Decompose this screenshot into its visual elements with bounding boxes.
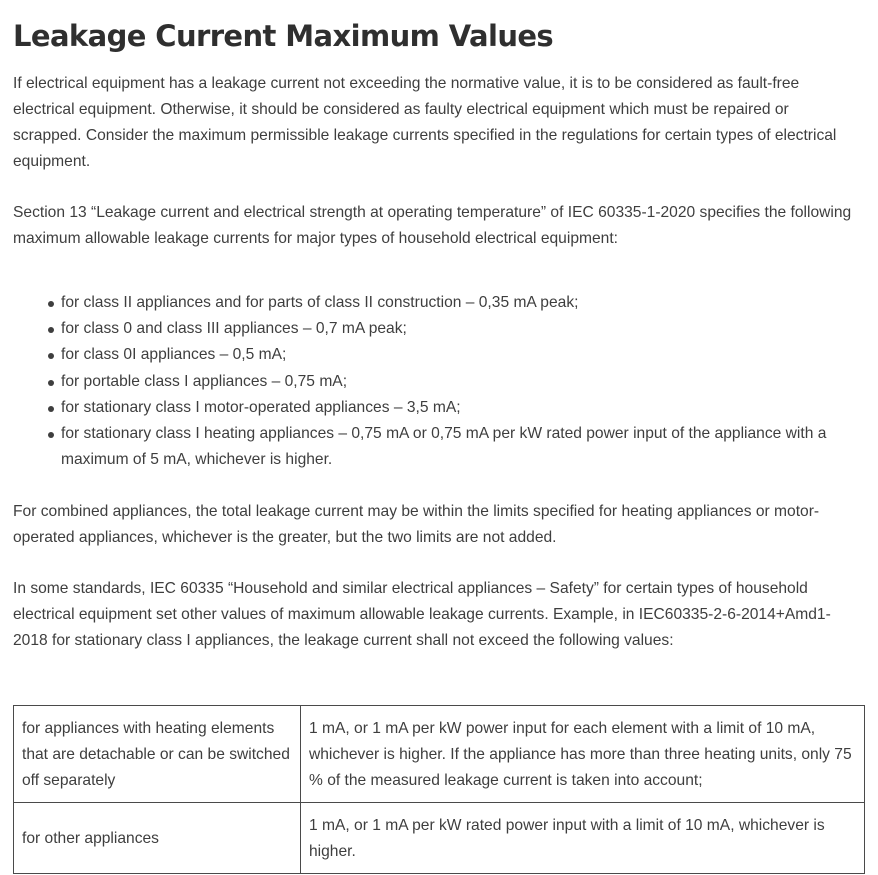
bullet-icon xyxy=(48,432,54,438)
table-cell-limit: 1 mA, or 1 mA per kW rated power input with a limit of 10 mA, whichever is higher. xyxy=(301,803,865,874)
bullet-icon xyxy=(48,406,54,412)
table-cell-limit: 1 mA, or 1 mA per kW power input for each element with a limit of 10 mA, whichever is higher. If the appliance has more than three heating units, only 75 % of the measured leakage current is taken into account; xyxy=(301,706,865,803)
standards-paragraph: In some standards, IEC 60335 “Household and similar electrical appliances – Safety” for certain types of household electrical equipment set other values of maximum allowable leakage currents. Example, in IEC60335-2-6-2014+Amd1-2018 for stationary class I appliances, the leakage current shall not exceed the following values: xyxy=(13,580,831,649)
bullet-icon xyxy=(48,301,54,307)
list-item-text: for class 0 and class III appliances – 0,7 mA peak; xyxy=(61,320,407,338)
bullet-icon xyxy=(48,380,54,386)
list-item-text: for stationary class I heating appliances – 0,75 mA or 0,75 mA per kW rated power input of the appliance with a maximum of 5 mA, whichever is higher. xyxy=(61,425,827,469)
table-row xyxy=(14,803,865,874)
intro-paragraph: If electrical equipment has a leakage current not exceeding the normative value, it is to be considered as fault-free electrical equipment. Otherwise, it should be considered as faulty electrical equipment which must be repaired or scrapped. Consider the maximum permissible leakage currents specified in the regulations for certain types of electrical equipment. xyxy=(13,75,837,170)
list-item xyxy=(61,369,861,395)
bullet-icon xyxy=(48,327,54,333)
list-item xyxy=(61,421,861,473)
section13-paragraph: Section 13 “Leakage current and electrical strength at operating temperature” of IEC 60335-1-2020 specifies the following maximum allowable leakage currents for major types of household electrical equipment: xyxy=(13,204,852,247)
table-cell-appliance: for other appliances xyxy=(14,803,301,874)
table-cell-appliance: for appliances with heating elements that are detachable or can be switched off separately xyxy=(14,706,301,803)
leakage-values-table xyxy=(13,705,865,874)
list-item-text: for class II appliances and for parts of class II construction – 0,35 mA peak; xyxy=(61,294,579,311)
list-item xyxy=(61,290,861,316)
bullet-icon xyxy=(48,353,54,359)
list-item-text: for stationary class I motor-operated appliances – 3,5 mA; xyxy=(61,398,461,416)
leakage-limits-list xyxy=(61,290,861,473)
combined-appliances-paragraph: For combined appliances, the total leakage current may be within the limits specified for heating appliances or motor-operated appliances, whichever is the greater, but the two limits are not added. xyxy=(13,503,820,546)
table-row xyxy=(14,706,865,803)
list-item xyxy=(61,342,861,368)
list-item xyxy=(61,395,861,421)
list-item xyxy=(61,316,861,342)
list-item-text: for portable class I appliances – 0,75 mA; xyxy=(61,372,348,390)
page-title: Leakage Current Maximum Values xyxy=(13,19,554,53)
list-item-text: for class 0I appliances – 0,5 mA; xyxy=(61,346,287,364)
